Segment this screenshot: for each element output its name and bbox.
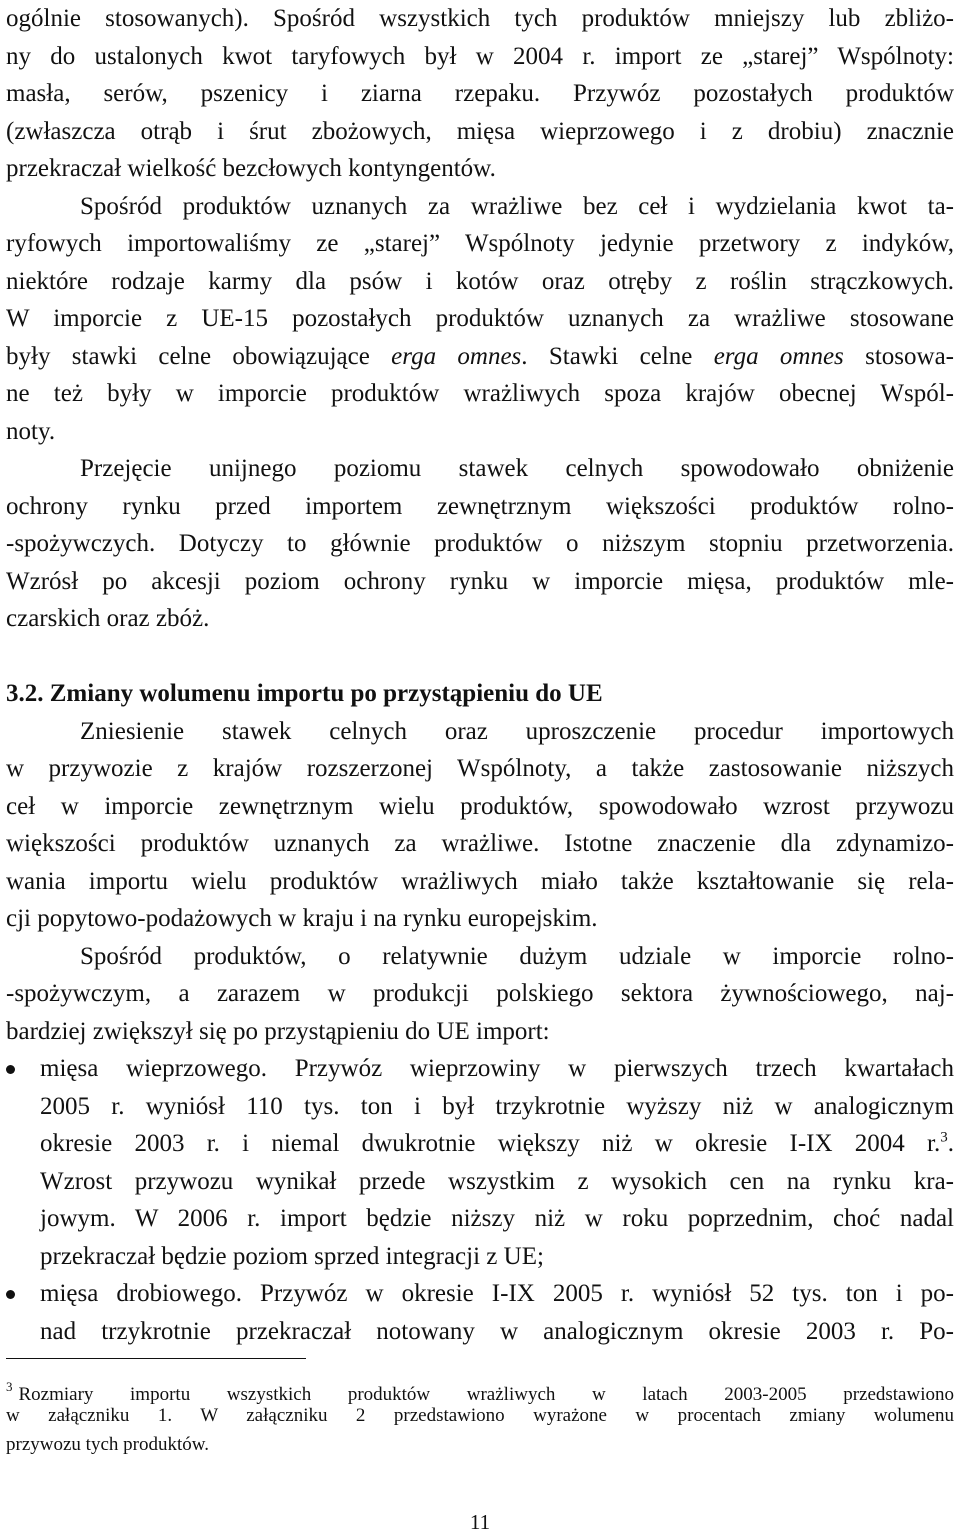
text-fragment: . Stawki celne — [521, 342, 714, 370]
footnotes — [6, 1372, 954, 1459]
text-line: Zniesienie stawek celnych oraz uproszczenie procedur importowych — [80, 717, 954, 745]
text-line: w przywozie z krajów rozszerzonej Wspólnoty, a także zastosowanie niższych — [6, 755, 954, 782]
text-line: ne też były w imporcie produktów wrażliwych spoza krajów obecnej Wspól- — [6, 380, 954, 407]
text-fragment: . — [947, 1130, 954, 1157]
text-line: ny do ustalonych kwot taryfowych był w 2004 r. import ze „starej” Wspólnoty: — [6, 42, 954, 70]
text-line: Wzrost przywozu wynikał przede wszystkim z wysokich cen na rynku kra- — [40, 1167, 954, 1195]
footnote-divider — [6, 1358, 306, 1359]
text-line: -spożywczym, a zarazem w produkcji polskiego sektora żywnościowego, naj- — [6, 980, 954, 1007]
text-fragment: okresie 2003 r. i niemal dwukrotnie większy niż w okresie I-IX 2004 r. — [40, 1130, 941, 1157]
footnote-text: Rozmiary importu wszystkich produktów wrażliwych w latach 2003-2005 przedstawiono — [18, 1384, 954, 1405]
footnote-line — [6, 1372, 954, 1405]
text-line: bardziej zwiększył się po przystąpieniu do UE import: — [6, 1017, 550, 1045]
text-line: ryfowych importowaliśmy ze „starej” Wspólnoty jedynie przetwory z indyków, — [6, 230, 954, 257]
text-line: ceł w imporcie zewnętrznym wielu produktów, spowodowało wzrost przywozu — [6, 792, 954, 820]
footnote-line: przywozu tych produktów. — [6, 1434, 209, 1455]
paragraph-5 — [6, 938, 954, 1051]
bullet-item-pork — [6, 1050, 954, 1275]
italic-term: erga omnes — [391, 342, 522, 370]
text-line: Przejęcie unijnego poziomu stawek celnych spowodowało obniżenie — [80, 455, 954, 482]
paragraph-4 — [6, 713, 954, 938]
paragraph-3 — [6, 450, 954, 638]
footnote-reference[interactable]: 3 — [940, 1129, 948, 1146]
text-line — [6, 338, 954, 376]
text-line: mięsa drobiowego. Przywóz w okresie I-IX 2005 r. wyniósł 52 tys. ton i po- — [40, 1280, 954, 1307]
text-line: czarskich oraz zbóż. — [6, 605, 210, 632]
text-line: jowym. W 2006 r. import będzie niższy niż w roku poprzednim, choć nadal — [40, 1205, 954, 1232]
footnote-line: w załączniku 1. W załączniku 2 przedstawiono wyrażone w procentach zmiany wolumenu — [6, 1405, 954, 1426]
document-page — [6, 0, 954, 1350]
text-line: przekraczał będzie poziom sprzed integracji z UE; — [40, 1242, 544, 1270]
text-line: cji popytowo-podażowych w kraju i na rynku europejskim. — [6, 905, 598, 932]
text-line: W imporcie z UE-15 pozostałych produktów uznanych za wrażliwe stosowane — [6, 305, 954, 332]
text-line: wania importu wielu produktów wrażliwych miało także kształtowanie się rela- — [6, 867, 954, 895]
bullet-icon — [6, 1290, 15, 1299]
text-line: ochrony rynku przed importem zewnętrznym większości produktów rolno- — [6, 492, 954, 520]
footnote-mark: 3 — [6, 1379, 13, 1394]
italic-term: erga omnes — [713, 342, 844, 370]
text-line: przekraczał wielkość bezcłowych kontyngentów. — [6, 155, 496, 182]
text-line: nad trzykrotnie przekraczał notowany w analogicznym okresie 2003 r. Po- — [40, 1317, 954, 1345]
text-line: większości produktów uznanych za wrażliwe. Istotne znaczenie dla zdynamizo- — [6, 830, 954, 857]
text-line: noty. — [6, 417, 56, 445]
text-line: niektóre rodzaje karmy dla psów i kotów oraz otręby z roślin strączkowych. — [6, 267, 954, 295]
text-line: Spośród produktów uznanych za wrażliwe bez ceł i wydzielania kwot ta- — [80, 192, 954, 220]
text-line: Spośród produktów, o relatywnie dużym udziale w imporcie rolno- — [80, 942, 954, 970]
text-line: ogólnie stosowanych). Spośród wszystkich tych produktów mniejszy lub zbliżo- — [6, 5, 954, 32]
text-line: Wzrósł po akcesji poziom ochrony rynku w imporcie mięsa, produktów mle- — [6, 567, 954, 595]
text-fragment: stosowa- — [843, 342, 954, 370]
page-number: 11 — [469, 1510, 491, 1534]
text-line: 2005 r. wyniósł 110 tys. ton i był trzykrotnie wyższy niż w analogicznym — [40, 1092, 954, 1120]
text-line — [40, 1125, 954, 1163]
text-line: (zwłaszcza otrąb i śrut zbożowych, mięsa wieprzowego i z drobiu) znacznie — [6, 117, 954, 145]
section-heading: 3.2. Zmiany wolumenu importu po przystąpieniu do UE — [6, 680, 603, 707]
text-line: mięsa wieprzowego. Przywóz wieprzowiny w pierwszych trzech kwartałach — [40, 1055, 954, 1082]
bullet-icon — [6, 1065, 15, 1074]
bullet-item-poultry — [6, 1275, 954, 1350]
paragraph-2 — [6, 188, 954, 451]
text-fragment: były stawki celne obowiązujące — [6, 342, 392, 370]
text-line: -spożywczych. Dotyczy to głównie produktów o niższym stopniu przetworzenia. — [6, 530, 954, 557]
text-line: masła, serów, pszenicy i ziarna rzepaku. Przywóz pozostałych produktów — [6, 80, 954, 107]
spacer — [6, 638, 954, 676]
paragraph-1 — [6, 0, 954, 188]
